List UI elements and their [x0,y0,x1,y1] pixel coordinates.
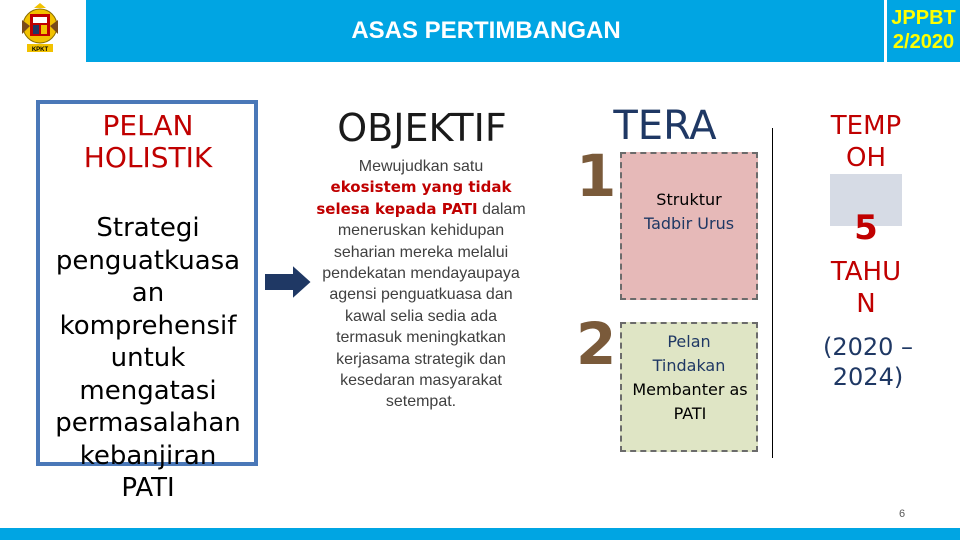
description-line: permasalahan [55,408,241,438]
description-line: penguatkuasa [55,245,241,276]
objektif-text-intro: Mewujudkan satu [358,158,484,175]
tera-card-1 [620,152,758,300]
description-line: an [131,278,165,308]
pelan-holistik-description [36,212,260,505]
description-line: komprehensif [59,310,237,341]
duration-unit-line2: N [856,289,876,319]
objektif-highlight: ekosistem yang tidak selesa kepada PATI [316,178,512,218]
duration-years [800,332,936,392]
objektif-text [316,156,526,413]
description-line: kebanjiran [79,440,217,471]
duration-value: 5 [854,208,878,248]
right-arrow-icon [262,262,314,302]
tera-card-1-line2: Tadbir Urus [643,214,735,233]
duration-unit [806,256,926,320]
tempoh-title [806,110,926,174]
logo [0,0,83,62]
page-title: ASAS PERTIMBANGAN [351,17,621,44]
tera-number-1: 1 [576,142,617,210]
pelan-holistik-title-line1: PELAN [102,109,194,142]
duration-unit-line1: TAHU [830,257,902,287]
bottom-strip [0,528,960,540]
description-line: PATI [121,473,175,503]
tempoh-title-line2: OH [845,143,886,173]
tempoh-title-line1: TEMP [830,111,902,141]
document-code-line2: 2/2020 [892,31,955,53]
objektif-title: OBJEKTIF [337,106,507,150]
duration-years-line1: (2020 – [822,333,914,361]
duration-years-line2: 2024) [832,363,904,391]
tera-card-2-line1: Pelan Tindakan [652,332,726,375]
tera-title: TERA [613,103,717,149]
description-line: untuk [110,343,186,373]
svg-text:KPKT: KPKT [31,47,49,53]
tera-card-1-line1: Struktur [656,190,722,209]
description-line: Strategi [96,213,200,243]
tera-card-2-line2: Membanter as PATI [632,380,748,423]
description-line: mengatasi [79,375,217,406]
document-code-line1: JPPBT [891,7,956,29]
pelan-holistik-title-line2: HOLISTIK [83,141,213,174]
tera-number-2: 2 [576,310,617,378]
document-code [884,0,960,62]
column-divider [772,128,773,458]
objektif-text-body: dalam meneruskan kehidupan seharian mereka melalui pendekatan mendayaupaya agensi penguatkuasa dan kawal selia sedia ada termasuk meningkatkan kerjasama strategik dan kesedaran masyarakat setempat. [322,200,526,411]
tera-card-2 [620,322,758,452]
page-number: 6 [898,508,906,520]
pelan-holistik-title [36,110,260,174]
kpkt-crest-icon [0,0,80,62]
